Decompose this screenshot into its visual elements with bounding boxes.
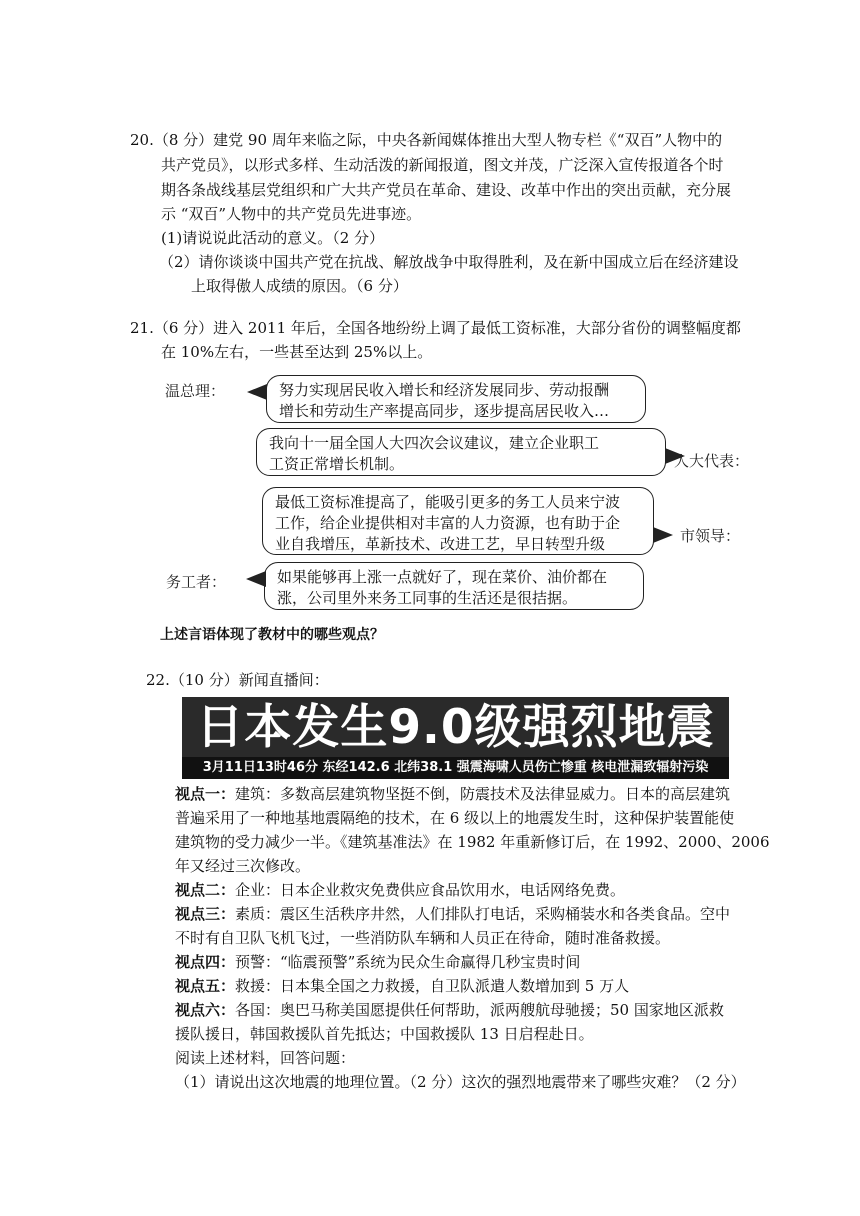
view-5-line-1 — [175, 976, 629, 996]
bubble-npc-line-2: 工资正常增长机制。 — [269, 455, 405, 473]
bubble-premier-line-1: 努力实现居民收入增长和经济发展同步、劳动报酬 — [279, 381, 610, 399]
view-1-line-2: 普遍采用了一种地基地震隔绝的技术，在 6 级以上的地震发生时，这种保护装置能使 — [175, 809, 735, 827]
q20-line-3: 期各条战线基层党组织和广大共产党员在革命、建设、改革中作出的突出贡献，充分展 — [161, 181, 732, 199]
banner-strip: 3月11日13时46分 东经142.6 北纬38.1 强震海啸人员伤亡惨重 核电泄漏致辐射污染 — [182, 757, 729, 779]
speaker-city: 市领导： — [680, 527, 741, 545]
bubble-premier-line-2: 增长和劳动生产率提高同步，逐步提高居民收入… — [279, 402, 610, 420]
view-5-text-1: 救援：日本集全国之力救援，自卫队派遣人数增加到 5 万人 — [235, 977, 630, 995]
bubble-premier — [266, 375, 646, 423]
bubble-worker — [264, 562, 644, 610]
q22-header: 22.（10 分）新闻直播间： — [146, 671, 329, 689]
view-1-line-3: 建筑物的受力减少一半。《建筑基准法》在 1982 年重新修订后，在 1992、2000、2006 — [175, 833, 770, 851]
view-1-line-4: 年又经过三次修改。 — [175, 857, 311, 875]
view-4-line-1 — [175, 952, 580, 972]
view-5-label: 视点五： — [175, 977, 236, 995]
q20-sub1: (1)请说说此活动的意义。（2 分） — [161, 229, 385, 247]
view-6-line-1 — [175, 1000, 724, 1020]
speaker-worker: 务工者： — [166, 573, 227, 591]
bubble-worker-line-1: 如果能够再上涨一点就好了，现在菜价、油价都在 — [277, 568, 608, 586]
view-4-label: 视点四： — [175, 953, 236, 971]
q20-line-4: 示 “双百”人物中的共产党员先进事迹。 — [161, 205, 422, 223]
view-2-text-1: 企业：日本企业救灾免费供应食品饮用水，电话网络免费。 — [235, 881, 626, 899]
bubble-city — [262, 487, 654, 555]
q20-line-2: 共产党员》，以形式多样、生动活泼的新闻报道，图文并茂，广泛深入宣传报道各个时 — [161, 156, 724, 174]
q21-question: 上述言语体现了教材中的哪些观点？ — [160, 627, 384, 643]
bubble-premier-tail — [247, 384, 267, 400]
view-2-label: 视点二： — [175, 881, 236, 899]
q20-line-1: 20.（8 分）建党 90 周年来临之际，中央各新闻媒体推出大型人物专栏《“双百”人物中的 — [130, 131, 723, 149]
bubble-city-line-3: 业自我增压，革新技术、改进工艺，早日转型升级 — [275, 535, 606, 553]
q21-line-2: 在 10%左右，一些甚至达到 25%以上。 — [161, 343, 433, 361]
view-3-line-1 — [175, 904, 730, 924]
banner-title: 日本发生9.0级强烈地震 — [196, 700, 715, 755]
view-6-label: 视点六： — [175, 1001, 236, 1019]
speaker-npc: 人大代表： — [674, 452, 750, 470]
q20-sub2-line2: 上取得傲人成绩的原因。（6 分） — [191, 277, 408, 295]
bubble-worker-tail — [246, 571, 266, 587]
bubble-city-line-1: 最低工资标准提高了，能吸引更多的务工人员来宁波 — [275, 493, 621, 511]
speaker-premier: 温总理： — [165, 382, 226, 400]
bubble-npc-line-1: 我向十一届全国人大四次会议建议，建立企业职工 — [269, 434, 600, 452]
q21-line-1: 21.（6 分）进入 2011 年后，全国各地纷纷上调了最低工资标准，大部分省份的调整幅度都 — [130, 319, 741, 337]
view-6-text-1: 各国：奥巴马称美国愿提供任何帮助，派两艘航母驰援；50 国家地区派救 — [235, 1001, 724, 1019]
bubble-city-tail — [653, 527, 673, 543]
bubble-city-line-2: 工作，给企业提供相对丰富的人力资源，也有助于企 — [275, 514, 621, 532]
q22-sub1: （1）请说出这次地震的地理位置。（2 分）这次的强烈地震带来了哪些灾难？（2 分） — [175, 1073, 746, 1091]
view-6-line-2: 援队援日，韩国救援队首先抵达；中国救援队 13 日启程赴日。 — [175, 1025, 594, 1043]
view-1-text-1: 建筑：多数高层建筑物坚挺不倒，防震技术及法律显威力。日本的高层建筑 — [235, 785, 731, 803]
q20-sub2-line1: （2）请你谈谈中国共产党在抗战、解放战争中取得胜利，及在新中国成立后在经济建设 — [159, 253, 739, 271]
view-4-text-1: 预警：“临震预警”系统为民众生命赢得几秒宝贵时间 — [235, 953, 581, 971]
view-3-text-1: 素质：震区生活秩序井然，人们排队打电话，采购桶装水和各类食品。空中 — [235, 905, 731, 923]
bubble-worker-line-2: 涨，公司里外来务工同事的生活还是很拮据。 — [277, 589, 578, 607]
view-1-label: 视点一： — [175, 785, 236, 803]
q22-read-prompt: 阅读上述材料，回答问题： — [175, 1049, 356, 1067]
news-banner — [182, 697, 729, 779]
view-3-label: 视点三： — [175, 905, 236, 923]
view-1-line-1 — [175, 784, 730, 804]
bubble-npc — [256, 428, 666, 476]
view-2-line-1 — [175, 880, 625, 900]
view-3-line-2: 不时有自卫队飞机飞过，一些消防队车辆和人员正在待命，随时准备救援。 — [175, 929, 671, 947]
